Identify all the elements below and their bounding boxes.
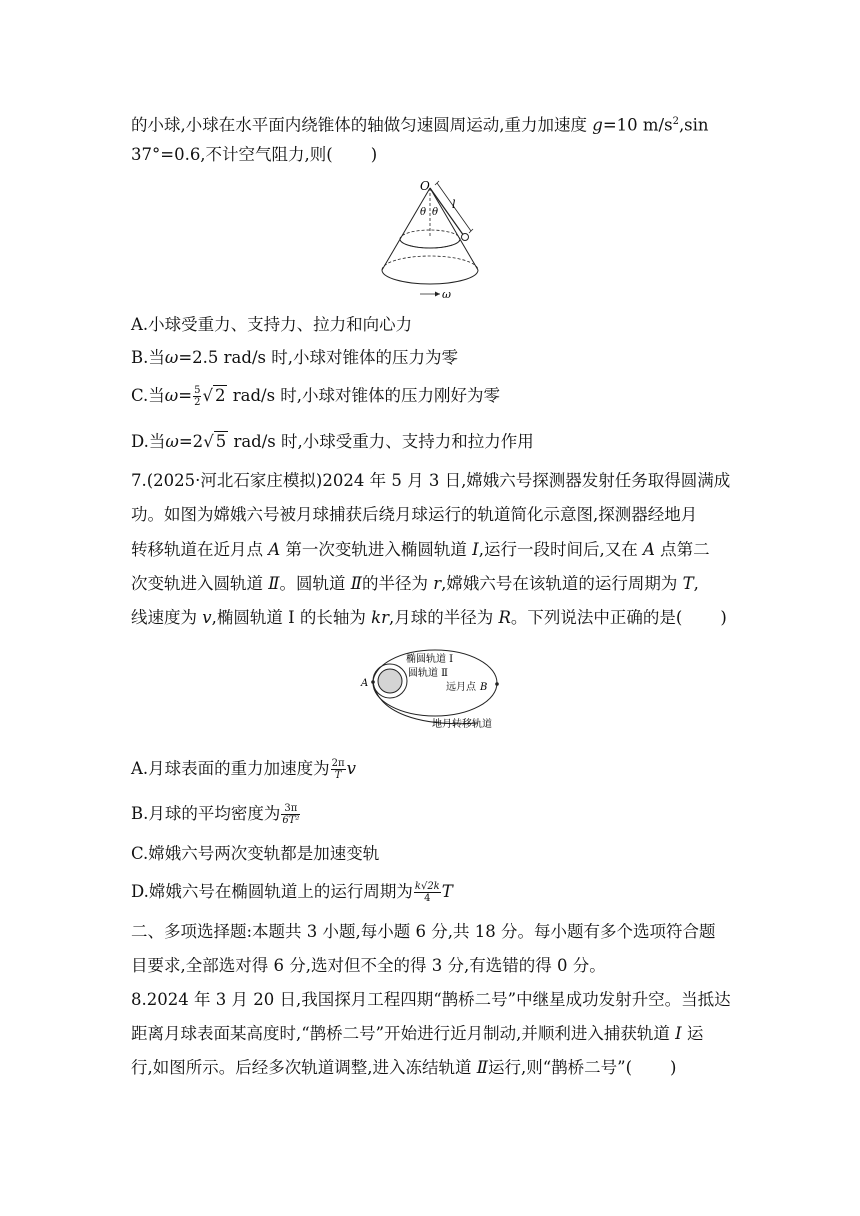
q6-option-b: B.当ω=2.5 rad/s 时,小球对锥体的压力为零 [131,348,458,367]
fraction: $\frac{3\pi}{\text{6T²}}$ [282,803,300,826]
q7-stem-line-1: 7.(2025·河北石家庄模拟)2024 年 5 月 3 日,嫦娥六号探测器发射任务取得圆满成 [131,471,731,490]
q6-option-c: C.当ω= $\frac{5}{2}$ √ 2 rad/s 时,小球对锥体的压力刚好为零 [131,385,501,408]
moon [378,669,402,693]
svg-text:远月点: 远月点 [446,682,476,693]
q8-stem-line-3: 行,如图所示。后经多次轨道调整,进入冻结轨道 Ⅱ运行,则“鹊桥二号”( ) [131,1058,677,1077]
fraction: $\frac{k√2k}{4}$ [414,881,440,904]
q7-stem-line-5: 线速度为 v,椭圆轨道 I 的长轴为 kr,月球的半径为 R。下列说法中正确的是( ) [131,608,727,627]
sqrt: √ 2 [202,386,226,405]
svg-text:椭圆轨道 Ⅰ: 椭圆轨道 Ⅰ [406,654,454,665]
cone-figure [370,178,500,302]
svg-text:θ: θ [432,207,439,218]
q6-option-d: D.当ω=2√ 5 rad/s 时,小球受重力、支持力和拉力作用 [131,430,534,454]
svg-text:l: l [452,198,456,211]
q6-stem-line-2: 37°=0.6,不计空气阻力,则( ) [131,145,378,164]
fraction: $\frac{5}{2}$ [194,385,201,408]
svg-text:A: A [361,678,369,689]
q7-stem-line-3: 转移轨道在近月点 A 第一次变轨进入椭圆轨道 Ⅰ,运行一段时间后,又在 A 点第二 [131,540,710,559]
fraction: $\frac{2\pi}{T}$ [331,758,345,781]
svg-text:地月转移轨道: 地月转移轨道 [432,719,492,730]
svg-text:圆轨道 Ⅱ: 圆轨道 Ⅱ [408,668,448,679]
orbit-figure [360,643,510,735]
q8-stem-line-2: 距离月球表面某高度时,“鹊桥二号”开始进行近月制动,并顺利进入捕获轨道 Ⅰ 运 [131,1024,704,1043]
ball [462,234,469,241]
q6-option-a: A.小球受重力、支持力、拉力和向心力 [131,315,413,334]
svg-text:O: O [420,179,430,193]
q6-stem-line-1: 的小球,小球在水平面内绕锥体的轴做匀速圆周运动,重力加速度 g=10 $m/s^2,\sin$ [131,115,709,135]
q7-stem-line-2: 功。如图为嫦娥六号被月球捕获后绕月球运行的轨道简化示意图,探测器经地月 [131,505,698,524]
section2-line-1: 二、多项选择题:本题共 3 小题,每小题 6 分,共 18 分。每小题有多个选项符合题 [131,922,716,941]
svg-text:θ: θ [420,207,427,218]
sqrt: √ 5 [203,432,227,451]
svg-text:B: B [480,682,488,693]
q7-option-b: B.月球的平均密度为 $\frac{3\pi}{\text{6T²}}$ [131,803,300,826]
q7-option-d: D.嫦娥六号在椭圆轨道上的运行周期为 $\frac{k√2k}{4}$ T [131,881,453,904]
section2-line-2: 目要求,全部选对得 6 分,选对但不全的得 3 分,有选错的得 0 分。 [131,956,606,975]
q7-stem-line-4: 次变轨进入圆轨道 Ⅱ。圆轨道 Ⅱ的半径为 r,嫦娥六号在该轨道的运行周期为 T, [131,574,699,593]
q8-stem-line-1: 8.2024 年 3 月 20 日,我国探月工程四期“鹊桥二号”中继星成功发射升空。当抵达 [131,990,731,1009]
q7-option-c: C.嫦娥六号两次变轨都是加速变轨 [131,844,380,863]
svg-text:ω: ω [442,288,451,301]
q7-option-a: A.月球表面的重力加速度为 $\frac{2\pi}{T}$ v [131,758,356,781]
